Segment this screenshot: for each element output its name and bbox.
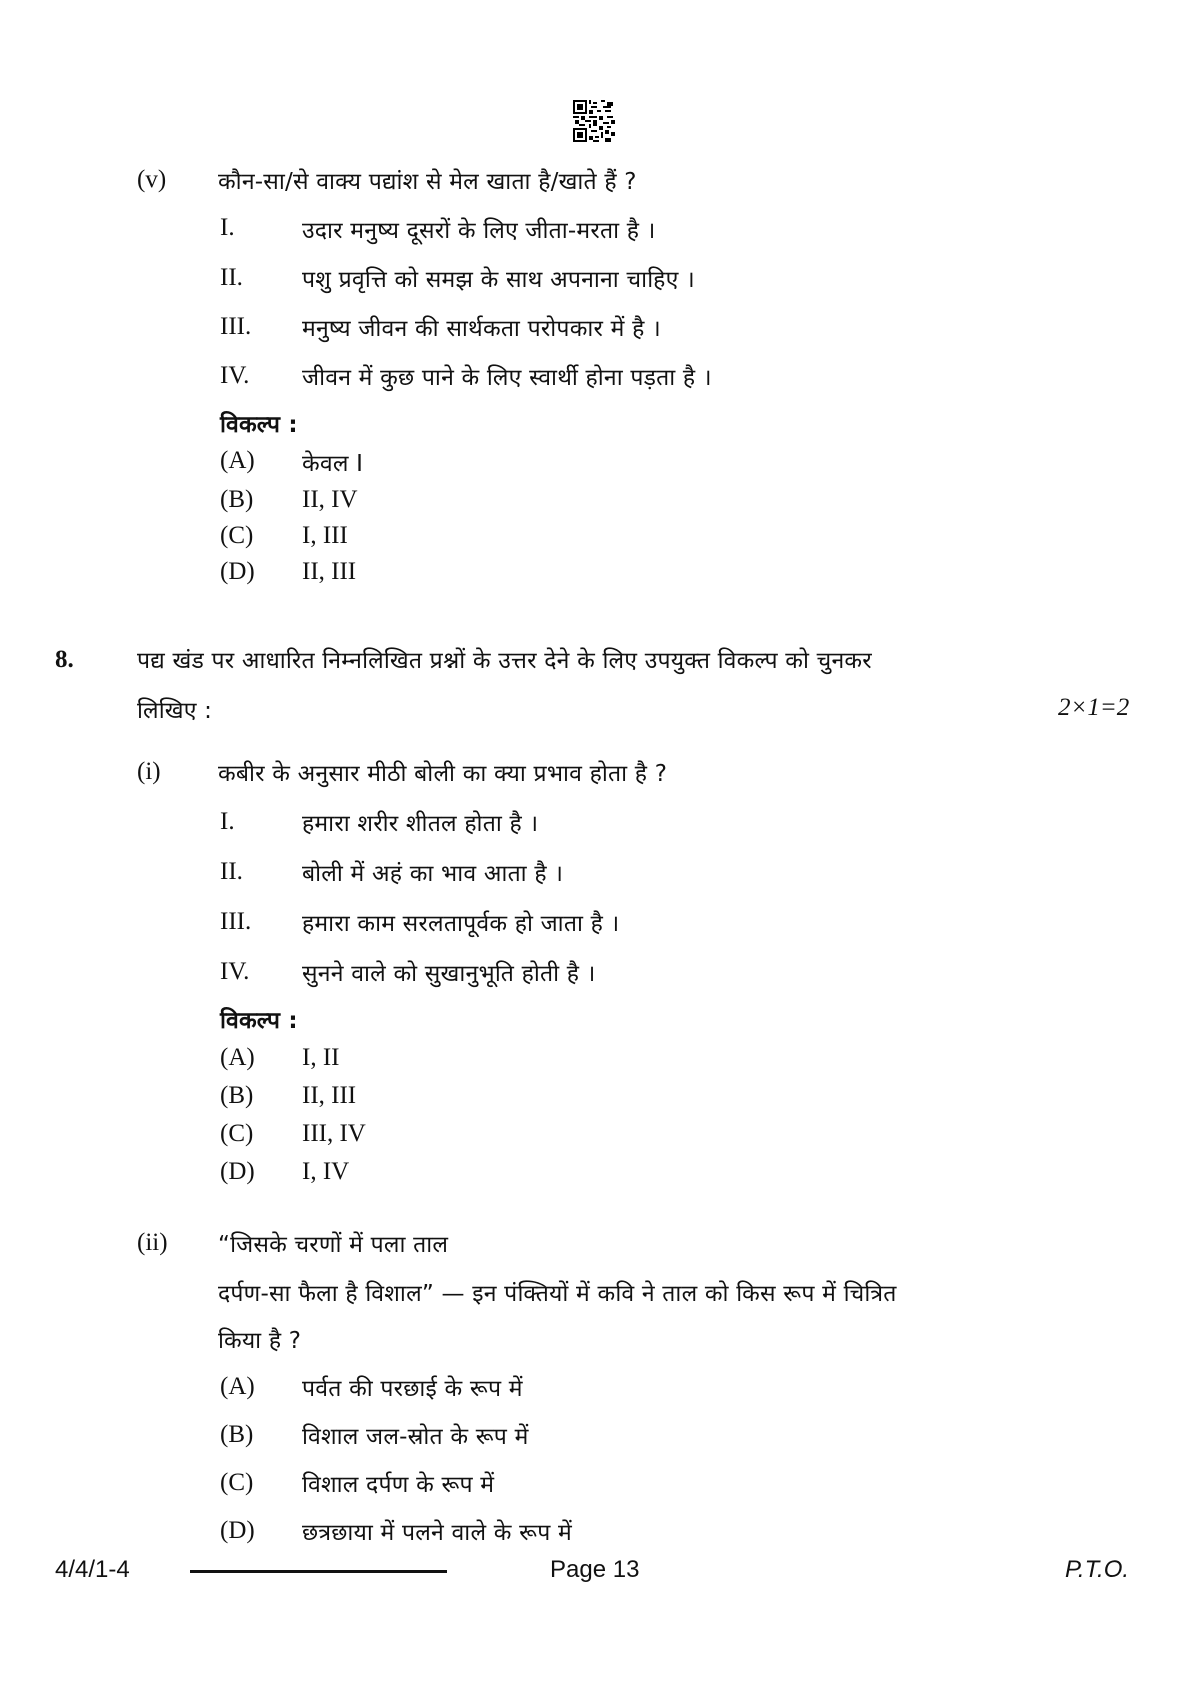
option-label: (B) bbox=[220, 1421, 254, 1448]
statement-number: III. bbox=[220, 313, 252, 340]
statement-text: हमारा शरीर शीतल होता है । bbox=[302, 811, 539, 837]
statement-number: IV. bbox=[220, 958, 250, 985]
option-text: I, III bbox=[302, 522, 348, 549]
option-text: II, IV bbox=[302, 486, 358, 513]
statement-text: जीवन में कुछ पाने के लिए स्वार्थी होना पड़ता है । bbox=[302, 365, 712, 391]
statement-text: पशु प्रवृत्ति को समझ के साथ अपनाना चाहिए । bbox=[302, 267, 695, 293]
statement-text: हमारा काम सरलतापूर्वक हो जाता है । bbox=[302, 911, 620, 937]
option-label: (D) bbox=[220, 1158, 255, 1185]
question-text: कौन-सा/से वाक्य पद्यांश से मेल खाता है/खाते हैं ? bbox=[218, 169, 637, 195]
statement-number: IV. bbox=[220, 362, 250, 389]
statement-text: सुनने वाले को सुखानुभूति होती है । bbox=[302, 961, 596, 987]
option-label: (C) bbox=[220, 1469, 254, 1496]
question-text: किया है ? bbox=[218, 1328, 302, 1354]
options-heading: विकल्प : bbox=[220, 412, 298, 438]
statement-number: II. bbox=[220, 264, 243, 291]
statement-text: बोली में अहं का भाव आता है । bbox=[302, 861, 564, 887]
statement-number: I. bbox=[220, 214, 235, 241]
options-heading: विकल्प : bbox=[220, 1008, 298, 1034]
option-label: (D) bbox=[220, 558, 255, 585]
option-text: III, IV bbox=[302, 1120, 366, 1147]
option-label: (A) bbox=[220, 1373, 255, 1400]
option-text: I, II bbox=[302, 1044, 340, 1071]
option-label: (C) bbox=[220, 522, 254, 549]
qr-code-icon bbox=[573, 100, 615, 142]
option-text: II, III bbox=[302, 558, 357, 585]
question-part-label: (ii) bbox=[137, 1229, 168, 1256]
paper-code: 4/4/1-4 bbox=[55, 1556, 130, 1583]
question-part-label: (v) bbox=[137, 166, 167, 193]
option-label: (B) bbox=[220, 486, 254, 513]
page-number: Page 13 bbox=[550, 1556, 640, 1583]
statement-text: उदार मनुष्य दूसरों के लिए जीता-मरता है । bbox=[302, 218, 656, 244]
statement-number: III. bbox=[220, 908, 252, 935]
option-text: पर्वत की परछाई के रूप में bbox=[302, 1376, 523, 1402]
statement-number: II. bbox=[220, 858, 243, 885]
statement-number: I. bbox=[220, 808, 235, 835]
pto-label: P.T.O. bbox=[1065, 1556, 1130, 1583]
statement-text: मनुष्य जीवन की सार्थकता परोपकार में है । bbox=[302, 316, 661, 342]
footer-rule bbox=[190, 1570, 447, 1573]
question-text: कबीर के अनुसार मीठी बोली का क्या प्रभाव होता है ? bbox=[218, 761, 668, 787]
option-label: (A) bbox=[220, 447, 255, 474]
question-text: दर्पण-सा फैला है विशाल” — इन पंक्तियों में कवि ने ताल को किस रूप में चित्रित bbox=[218, 1281, 897, 1307]
option-text: केवल I bbox=[302, 451, 364, 477]
option-label: (B) bbox=[220, 1082, 254, 1109]
option-text: II, III bbox=[302, 1082, 357, 1109]
option-text: छत्रछाया में पलने वाले के रूप में bbox=[302, 1520, 572, 1546]
option-text: I, IV bbox=[302, 1158, 350, 1185]
question-instruction: लिखिए : bbox=[137, 698, 213, 724]
option-label: (D) bbox=[220, 1517, 255, 1544]
question-instruction: पद्य खंड पर आधारित निम्नलिखित प्रश्नों के उत्तर देने के लिए उपयुक्त विकल्प को चुनकर bbox=[137, 648, 872, 674]
question-number: 8. bbox=[55, 646, 74, 673]
marks-allocation: 2×1=2 bbox=[1058, 694, 1130, 721]
question-part-label: (i) bbox=[137, 758, 161, 785]
option-label: (C) bbox=[220, 1120, 254, 1147]
question-text: “जिसके चरणों में पला ताल bbox=[218, 1232, 449, 1258]
option-text: विशाल जल-स्रोत के रूप में bbox=[302, 1424, 529, 1450]
option-label: (A) bbox=[220, 1044, 255, 1071]
option-text: विशाल दर्पण के रूप में bbox=[302, 1472, 495, 1498]
